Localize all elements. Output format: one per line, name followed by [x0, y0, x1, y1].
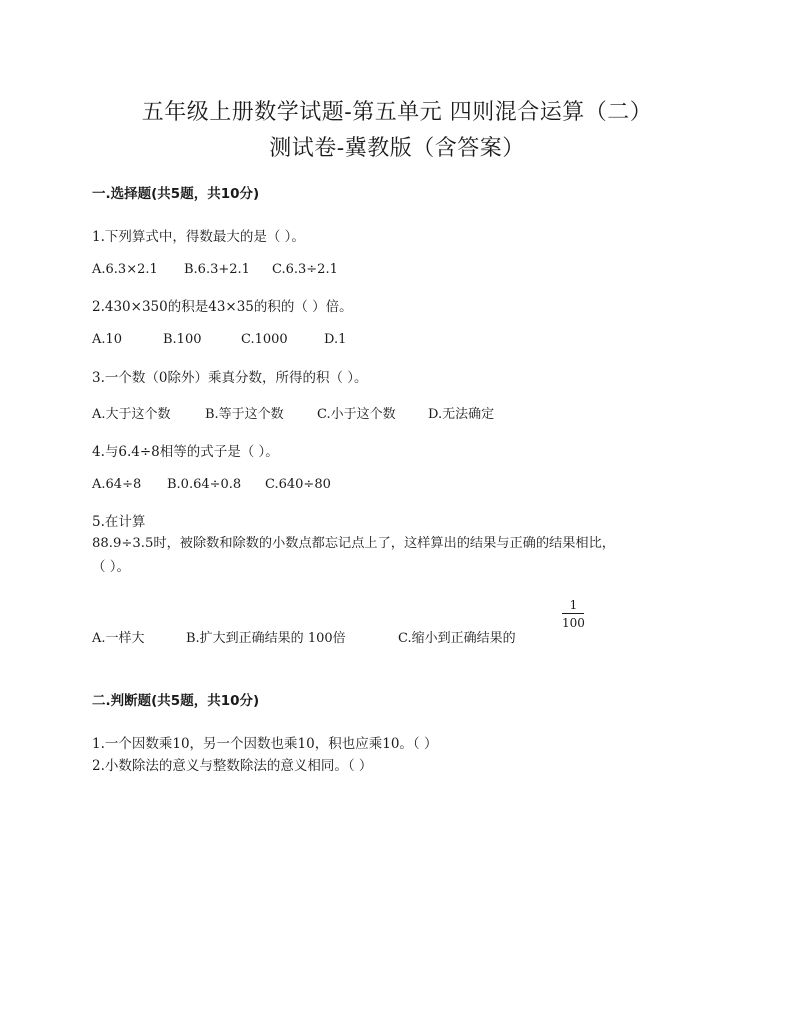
section-heading-choice: 一.选择题(共5题，共10分): [92, 186, 260, 202]
q4-option-a: A.64÷8: [92, 477, 142, 492]
question-2: 2.430×350的积是43×35的积的（ ）倍。: [92, 299, 353, 315]
q2-option-c: C.1000: [241, 332, 288, 347]
question-5-line-1: 5.在计算: [92, 514, 146, 530]
q1-option-a: A.6.3×2.1: [92, 262, 158, 277]
section-heading-judgement: 二.判断题(共5题，共10分): [92, 693, 260, 709]
question-5-line-2: 88.9÷3.5时，被除数和除数的小数点都忘记点上了，这样算出的结果与正确的结果相比，: [92, 536, 615, 551]
judgement-question-2: 2.小数除法的意义与整数除法的意义相同。（ ）: [92, 758, 373, 774]
page-title-line-2: 测试卷-冀教版（含答案）: [269, 136, 525, 161]
q4-option-b: B.0.64÷0.8: [167, 477, 242, 492]
q2-option-a: A.10: [92, 332, 123, 347]
question-3: 3.一个数（0除外）乘真分数，所得的积（ ）。: [92, 370, 368, 386]
fraction-one-hundredth: [562, 599, 585, 629]
q3-option-c: C.小于这个数: [317, 407, 396, 422]
question-4: 4.与6.4÷8相等的式子是（ ）。: [92, 444, 279, 460]
judgement-question-1: 1.一个因数乘10，另一个因数也乘10，积也应乘10。（ ）: [92, 736, 438, 752]
fraction-denominator: 100: [562, 616, 585, 630]
q1-option-b: B.6.3+2.1: [184, 262, 250, 277]
q2-option-d: D.1: [324, 332, 347, 347]
fraction-numerator: 1: [569, 598, 578, 612]
q3-option-d: D.无法确定: [428, 407, 495, 422]
question-1: 1.下列算式中，得数最大的是（ ）。: [92, 229, 305, 245]
q1-option-c: C.6.3÷2.1: [272, 262, 338, 277]
question-5-line-3: （ ）。: [92, 559, 131, 575]
q2-option-b: B.100: [163, 332, 202, 347]
page-title-line-1: 五年级上册数学试题-第五单元 四则混合运算（二）: [141, 100, 653, 125]
q5-option-b: B.扩大到正确结果的 100倍: [186, 631, 346, 646]
q3-option-a: A.大于这个数: [92, 407, 171, 422]
q3-option-b: B.等于这个数: [205, 407, 284, 422]
q5-option-c: C.缩小到正确结果的: [398, 631, 516, 646]
q4-option-c: C.640÷80: [265, 477, 331, 492]
q5-option-a: A.一样大: [92, 631, 145, 646]
